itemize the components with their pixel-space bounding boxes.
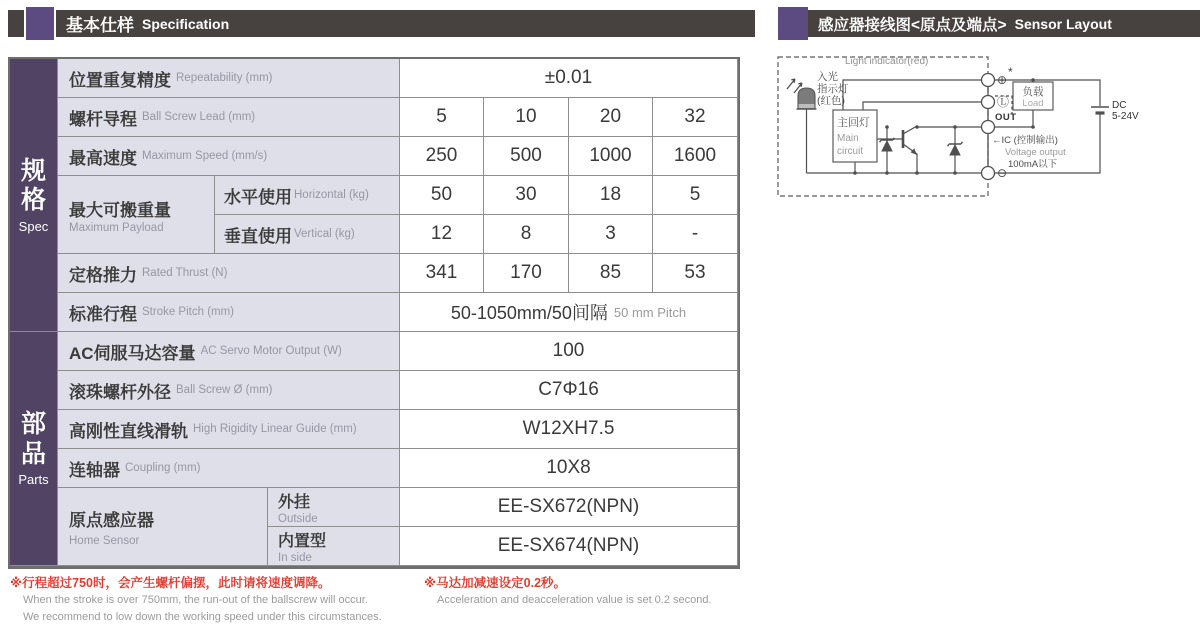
label-en: Ball Screw Lead (mm) bbox=[142, 111, 256, 123]
dc-label-line1: DC bbox=[1112, 100, 1127, 111]
label-en: Horizontal (kg) bbox=[294, 189, 369, 201]
main-circuit-label-en2: circuit bbox=[837, 146, 864, 157]
value-lead-2: 10 bbox=[484, 98, 569, 137]
label-en: Maximum Speed (mm/s) bbox=[142, 150, 268, 162]
label-cn: 定格推力 bbox=[69, 265, 137, 285]
label-cn: AC伺服马达容量 bbox=[69, 343, 196, 363]
sidebar-spec-cn: 规格 bbox=[20, 156, 46, 214]
terminal-l-circle bbox=[982, 96, 995, 109]
value-repeatability: ±0.01 bbox=[400, 59, 738, 98]
value-thrust-4: 53 bbox=[653, 254, 738, 293]
sidebar-spec-section bbox=[10, 59, 58, 332]
value-speed-3: 1000 bbox=[569, 137, 653, 176]
label-cn: 连轴器 bbox=[69, 460, 120, 480]
sensor-wiring-diagram bbox=[775, 48, 1200, 200]
sidebar-parts-en: Parts bbox=[18, 472, 49, 487]
label-cn: 位置重复精度 bbox=[69, 70, 171, 90]
terminal-star-symbol: * bbox=[1008, 65, 1013, 79]
row-label-repeatability bbox=[58, 59, 400, 98]
label-cn: 内置型 bbox=[278, 533, 327, 550]
row-label-screw-od bbox=[58, 371, 400, 410]
label-cn: 水平使用 bbox=[224, 187, 292, 207]
label-en: Rated Thrust (N) bbox=[142, 267, 228, 279]
footnote-right-red: ※马达加减速设定0.2秒。 bbox=[424, 576, 567, 590]
value-vertical-3: 3 bbox=[569, 215, 653, 254]
value-sensor-inside: EE-SX674(NPN) bbox=[400, 527, 738, 566]
label-en: AC Servo Motor Output (W) bbox=[200, 345, 342, 357]
ic-output-label: ←IC (控制输出) bbox=[992, 135, 1058, 146]
label-cn: 标准行程 bbox=[69, 304, 137, 324]
led-label-line2: 指示灯 bbox=[817, 83, 849, 95]
sensor-header-title-cn: 感应器接线图<原点及端点> bbox=[818, 16, 1007, 34]
row-label-coupling bbox=[58, 449, 400, 488]
led-label-line3: (红色) bbox=[817, 95, 845, 107]
row-label-home-sensor bbox=[58, 488, 268, 566]
row-label-guide bbox=[58, 410, 400, 449]
label-cn: 最高速度 bbox=[69, 148, 137, 168]
value-motor: 100 bbox=[400, 332, 738, 371]
value-horizontal-1: 50 bbox=[400, 176, 484, 215]
sensor-header-bar bbox=[778, 10, 1200, 37]
zener-diode-icon-left bbox=[880, 138, 895, 152]
load-label-cn: 负载 bbox=[1022, 86, 1044, 98]
terminal-minus-symbol: ⊖ bbox=[997, 166, 1008, 180]
spec-header-title-en: Specification bbox=[142, 15, 230, 32]
light-indicator-label: Light indicator(red) bbox=[845, 56, 929, 67]
value-coupling: 10X8 bbox=[400, 449, 738, 488]
spec-table bbox=[8, 57, 740, 569]
footnote-stroke-warning bbox=[10, 574, 382, 625]
value-stroke-cn: 50-1050mm/50间隔 bbox=[450, 303, 608, 323]
label-cn: 最大可搬重量 bbox=[69, 200, 171, 220]
value-vertical-2: 8 bbox=[484, 215, 569, 254]
terminal-plus-circle bbox=[982, 74, 995, 87]
label-cn: 螺杆导程 bbox=[69, 109, 137, 129]
terminal-out-label: OUT bbox=[995, 112, 1017, 123]
footnote-left-en2: We recommend to low down the working speed under this circumstances. bbox=[23, 610, 382, 623]
terminal-out-circle bbox=[982, 121, 995, 134]
row-label-sensor-inside bbox=[268, 527, 400, 566]
value-guide: W12XH7.5 bbox=[400, 410, 738, 449]
value-screw-od: C7Φ16 bbox=[400, 371, 738, 410]
row-label-sensor-outside bbox=[268, 488, 400, 527]
row-label-payload bbox=[58, 176, 215, 254]
value-speed-2: 500 bbox=[484, 137, 569, 176]
value-lead-3: 20 bbox=[569, 98, 653, 137]
label-en: Outside bbox=[278, 513, 318, 525]
label-en: In side bbox=[278, 552, 312, 564]
value-speed-1: 250 bbox=[400, 137, 484, 176]
row-label-stroke bbox=[58, 293, 400, 332]
value-horizontal-2: 30 bbox=[484, 176, 569, 215]
label-cn: 高刚性直线滑轨 bbox=[69, 421, 188, 441]
value-speed-4: 1600 bbox=[653, 137, 738, 176]
terminal-minus-circle bbox=[982, 167, 995, 180]
main-circuit-label-en1: Main bbox=[837, 133, 859, 144]
footnote-left-en1: When the stroke is over 750mm, the run-out of the ballscrew will occur. bbox=[23, 594, 368, 607]
value-lead-1: 5 bbox=[400, 98, 484, 137]
label-en: Coupling (mm) bbox=[125, 462, 201, 474]
label-en: Repeatability (mm) bbox=[176, 72, 273, 84]
label-cn: 原点感应器 bbox=[69, 511, 154, 530]
value-thrust-3: 85 bbox=[569, 254, 653, 293]
value-sensor-outside: EE-SX672(NPN) bbox=[400, 488, 738, 527]
led-indicator-icon bbox=[797, 88, 817, 109]
sidebar-parts-section bbox=[10, 332, 58, 566]
spec-header-title-cn: 基本仕样 bbox=[66, 16, 134, 35]
voltage-output-label: Voltage output bbox=[1005, 147, 1066, 158]
dc-label-line2: 5-24V bbox=[1112, 111, 1139, 122]
sensor-header-accent-square bbox=[778, 7, 808, 40]
value-stroke-en: 50 mm Pitch bbox=[613, 304, 687, 320]
label-cn: 垂直使用 bbox=[224, 226, 292, 246]
load-label-en: Load bbox=[1022, 98, 1044, 109]
footnote-left-red: ※行程超过750时，会产生螺杆偏摆，此时请将速度调降。 bbox=[10, 576, 331, 590]
row-label-lead bbox=[58, 98, 400, 137]
label-en: Home Sensor bbox=[69, 535, 140, 547]
label-en: Stroke Pitch (mm) bbox=[142, 306, 235, 318]
value-stroke bbox=[400, 293, 738, 332]
main-circuit-label-cn: 主回灯 bbox=[837, 117, 870, 129]
current-limit-label: 100mA以下 bbox=[1008, 159, 1058, 170]
row-label-payload-vertical bbox=[215, 215, 400, 254]
terminal-plus-symbol: ⊕ bbox=[997, 73, 1008, 87]
terminal-l-symbol: Ⓛ bbox=[997, 95, 1010, 109]
label-en: Maximum Payload bbox=[69, 221, 164, 234]
label-en: Vertical (kg) bbox=[294, 228, 355, 240]
spec-header-accent-square bbox=[24, 7, 56, 40]
footnote-right-en1: Acceleration and deacceleration value is set 0.2 second. bbox=[437, 594, 712, 607]
footnote-acceleration bbox=[424, 574, 712, 609]
value-horizontal-4: 5 bbox=[653, 176, 738, 215]
label-cn: 外挂 bbox=[278, 494, 311, 511]
value-thrust-1: 341 bbox=[400, 254, 484, 293]
battery-icon bbox=[1091, 107, 1109, 113]
value-lead-4: 32 bbox=[653, 98, 738, 137]
row-label-motor bbox=[58, 332, 400, 371]
value-vertical-4: - bbox=[653, 215, 738, 254]
led-label-line1: 入光 bbox=[817, 71, 838, 83]
value-thrust-2: 170 bbox=[484, 254, 569, 293]
zener-diode-icon-right bbox=[948, 142, 963, 156]
row-label-payload-horizontal bbox=[215, 176, 400, 215]
transistor-icon bbox=[903, 130, 917, 155]
sensor-header-title-en: Sensor Layout bbox=[1014, 15, 1112, 32]
row-label-speed bbox=[58, 137, 400, 176]
label-en: High Rigidity Linear Guide (mm) bbox=[193, 423, 357, 435]
sidebar-spec-en: Spec bbox=[18, 218, 49, 234]
value-vertical-1: 12 bbox=[400, 215, 484, 254]
sidebar-parts-cn: 部品 bbox=[20, 410, 46, 468]
label-en: Ball Screw Ø (mm) bbox=[176, 384, 273, 396]
value-horizontal-3: 18 bbox=[569, 176, 653, 215]
label-cn: 滚珠螺杆外径 bbox=[69, 382, 171, 402]
row-label-thrust bbox=[58, 254, 400, 293]
spec-header-bar bbox=[8, 10, 755, 37]
